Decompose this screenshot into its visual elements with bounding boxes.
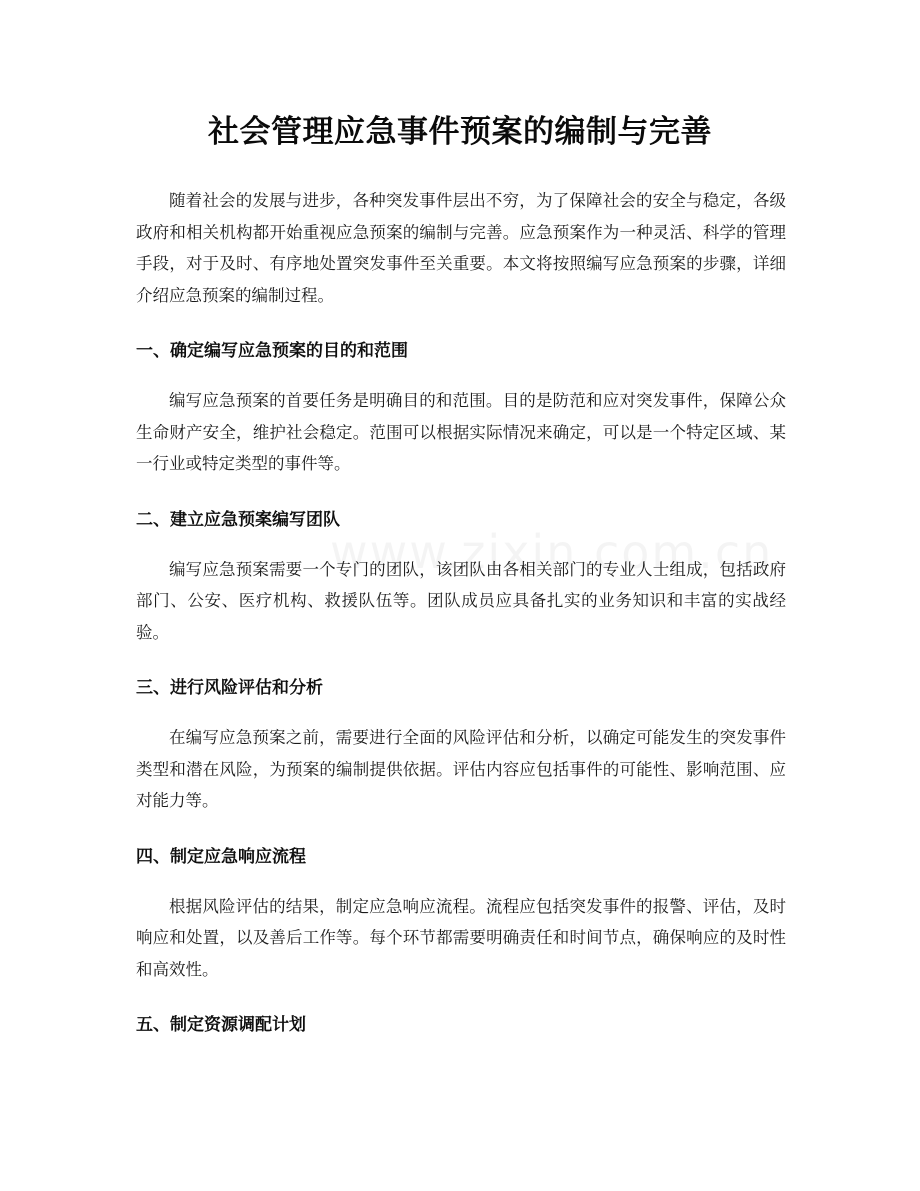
- section-body-1: 编写应急预案的首要任务是明确目的和范围。目的是防范和应对突发事件，保障公众生命财产安全，维护社会稳定。范围可以根据实际情况来确定，可以是一个特定区域、某一行业或特定类型的事件等。: [136, 391, 786, 473]
- intro-paragraph: 随着社会的发展与进步，各种突发事件层出不穷，为了保障社会的安全与稳定，各级政府和相关机构都开始重视应急预案的编制与完善。应急预案作为一种灵活、科学的管理手段，对于及时、有序地处置突发事件至关重要。本文将按照编写应急预案的步骤，详细介绍应急预案的编制过程。: [136, 191, 786, 305]
- section-heading-5: 五、制定资源调配计划: [136, 1015, 306, 1035]
- document-body: [136, 185, 786, 1059]
- section-body-2: 编写应急预案需要一个专门的团队，该团队由各相关部门的专业人士组成，包括政府部门、公安、医疗机构、救援队伍等。团队成员应具备扎实的业务知识和丰富的实战经验。: [136, 559, 786, 642]
- section-heading-3: 三、进行风险评估和分析: [136, 678, 323, 698]
- section-body-4: 根据风险评估的结果，制定应急响应流程。流程应包括突发事件的报警、评估，及时响应和处置，以及善后工作等。每个环节都需要明确责任和时间节点，确保响应的及时性和高效性。: [136, 896, 786, 979]
- section-heading-4: 四、制定应急响应流程: [136, 846, 306, 867]
- section-heading-1: 一、确定编写应急预案的目的和范围: [136, 341, 408, 361]
- document-title: 社会管理应急事件预案的编制与完善: [208, 114, 712, 150]
- section-heading-2: 二、建立应急预案编写团队: [136, 509, 340, 530]
- section-body-3: 在编写应急预案之前，需要进行全面的风险评估和分析，以确定可能发生的突发事件类型和潜在风险，为预案的编制提供依据。评估内容应包括事件的可能性、影响范围、应对能力等。: [136, 728, 786, 810]
